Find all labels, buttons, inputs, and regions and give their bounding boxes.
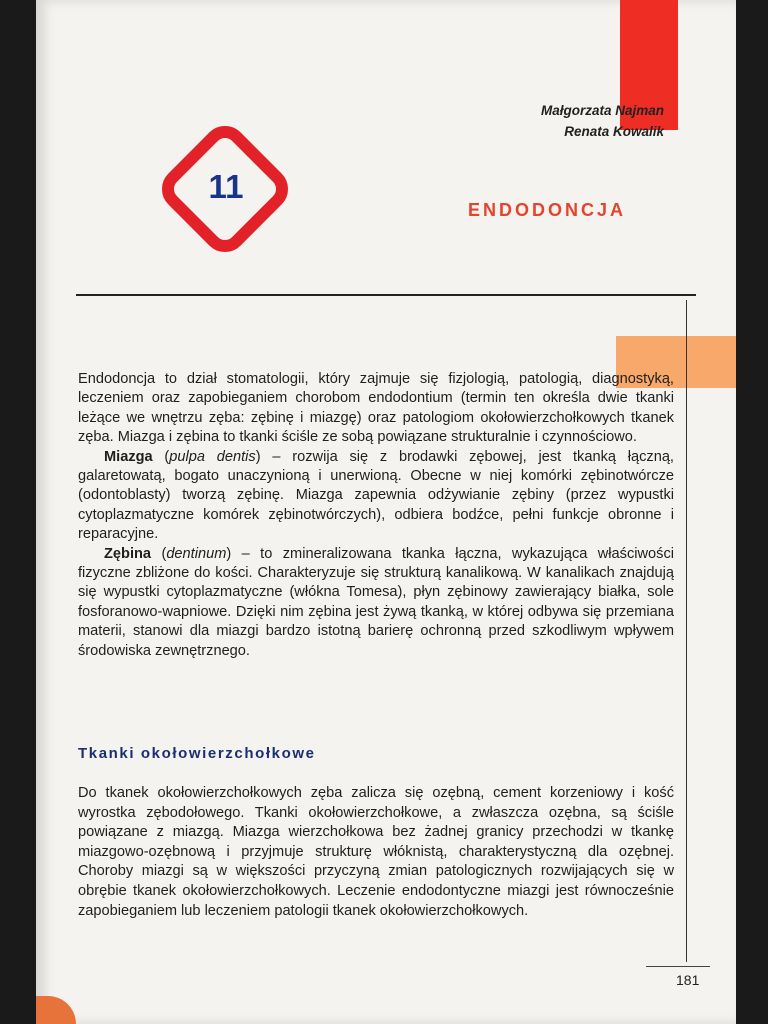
side-rule bbox=[686, 300, 687, 962]
term-miazga: Miazga bbox=[104, 448, 153, 465]
section-body bbox=[78, 784, 674, 921]
miazga-definition: – rozwija się z brodawki zębowej, jest tkanką łączną, galaretowatą, bogato unaczynioną i unerwioną. Obecne w niej komórki zębinotwórcze (odontoblasty) tworzą zębinę. Miazga zapewnia odżywianie zębiny (przez wypustki cytoplazmatyczne komórek zębinotwórczych), odbiera bodźce, pełni funkcje obronne i reparacyjne. bbox=[78, 448, 674, 543]
intro-paragraph: Endodoncja to dział stomatologii, który zajmuje się fizjologią, patologią, diagnostyką, leczeniem oraz zapobieganiem chorobom endodontium (termin ten określa dwie tkanki leżące we wnętrzu zęba: zębinę i miazgę) oraz patologiom okołowierzchołkowych tkanek zęba. Miazga i zębina to tkanki ściśle ze sobą powiązane strukturalnie i czynnościowo. bbox=[78, 371, 674, 446]
miazga-paragraph: Miazga (pulpa dentis) – rozwija się z brodawki zębowej, jest tkanką łączną, galaretowatą, bogato unaczynioną i unerwioną. Obecne w niej komórki zębinotwórcze (odontoblasty) tworzą zębinę. Miazga zapewnia odżywianie zębiny (przez wypustki cytoplazmatyczne komórek zębinotwórczych), odbiera bodźce, pełni funkcje obronne i reparacyjne. bbox=[78, 448, 674, 543]
page-number: 181 bbox=[676, 972, 700, 988]
zebina-definition: – to zmineralizowana tkanka łączna, wykazująca właściwości fizyczne zbliżone do kości. Charakteryzuje się strukturą kanalikową. W kanalikach znajdują się wypustki cytoplazmatyczne (włókna Tomesa), płyn zębinowy zawierający białka, sole fosforanowo-wapniowe. Dzięki nim zębina jest żywą tkanką, w której odbywa się przemiana materii, stanowi dla miazgi bardzo istotną barierę ochronną przed szkodliwym wpływem środowiska zewnętrznego. bbox=[78, 545, 674, 659]
section-heading: Tkanki okołowierzchołkowe bbox=[78, 745, 316, 762]
page-number-rule bbox=[646, 966, 710, 967]
corner-decoration bbox=[36, 996, 76, 1024]
section-paragraph: Do tkanek okołowierzchołkowych zęba zalicza się ozębną, cement korzeniowy i kość wyrostka zębodołowego. Tkanki okołowierzchołkowe, a zwłaszcza ozębna, są ściśle powiązane z miazgą. Miazga wierzchołkowa bez żadnej granicy przechodzi w tkankę miazgowo-ozębnową i przyjmuje strukturę włóknistą, charakterystyczną dla ozębnej. Choroby miazgi są w większości przyczyną zmian patologicznych rozwijających się w obrębie tkanek okołowierzchołkowych. Leczenie endodontyczne miazgi jest równocześnie zapobieganiem lub leczeniem patologii tkanek okołowierzchołkowych. bbox=[78, 785, 674, 919]
header-rule bbox=[76, 294, 696, 296]
latin-pulpa-dentis: pulpa dentis bbox=[169, 448, 256, 465]
chapter-title: ENDODONCJA bbox=[468, 200, 627, 220]
book-page bbox=[36, 0, 736, 1024]
chapter-number: 11 bbox=[208, 168, 244, 205]
term-zebina: Zębina bbox=[104, 545, 152, 562]
chapter-body bbox=[78, 370, 674, 661]
zebina-paragraph: Zębina (dentinum) – to zmineralizowana tkanka łączna, wykazująca właściwości fizyczne zbliżone do kości. Charakteryzuje się strukturą kanalikową. W kanalikach znajdują się wypustki cytoplazmatyczne (włókna Tomesa), płyn zębinowy zawierający białka, sole fosforanowo-wapniowe. Dzięki nim zębina jest żywą tkanką, w której odbywa się przemiana materii, stanowi dla miazgi bardzo istotną barierę ochronną przed szkodliwym wpływem środowiska zewnętrznego. bbox=[78, 545, 674, 659]
latin-dentinum: dentinum bbox=[166, 545, 227, 562]
author-name: Renata Kowalik bbox=[564, 124, 664, 139]
author-name: Małgorzata Najman bbox=[540, 103, 664, 118]
chapter-authors bbox=[541, 100, 664, 142]
